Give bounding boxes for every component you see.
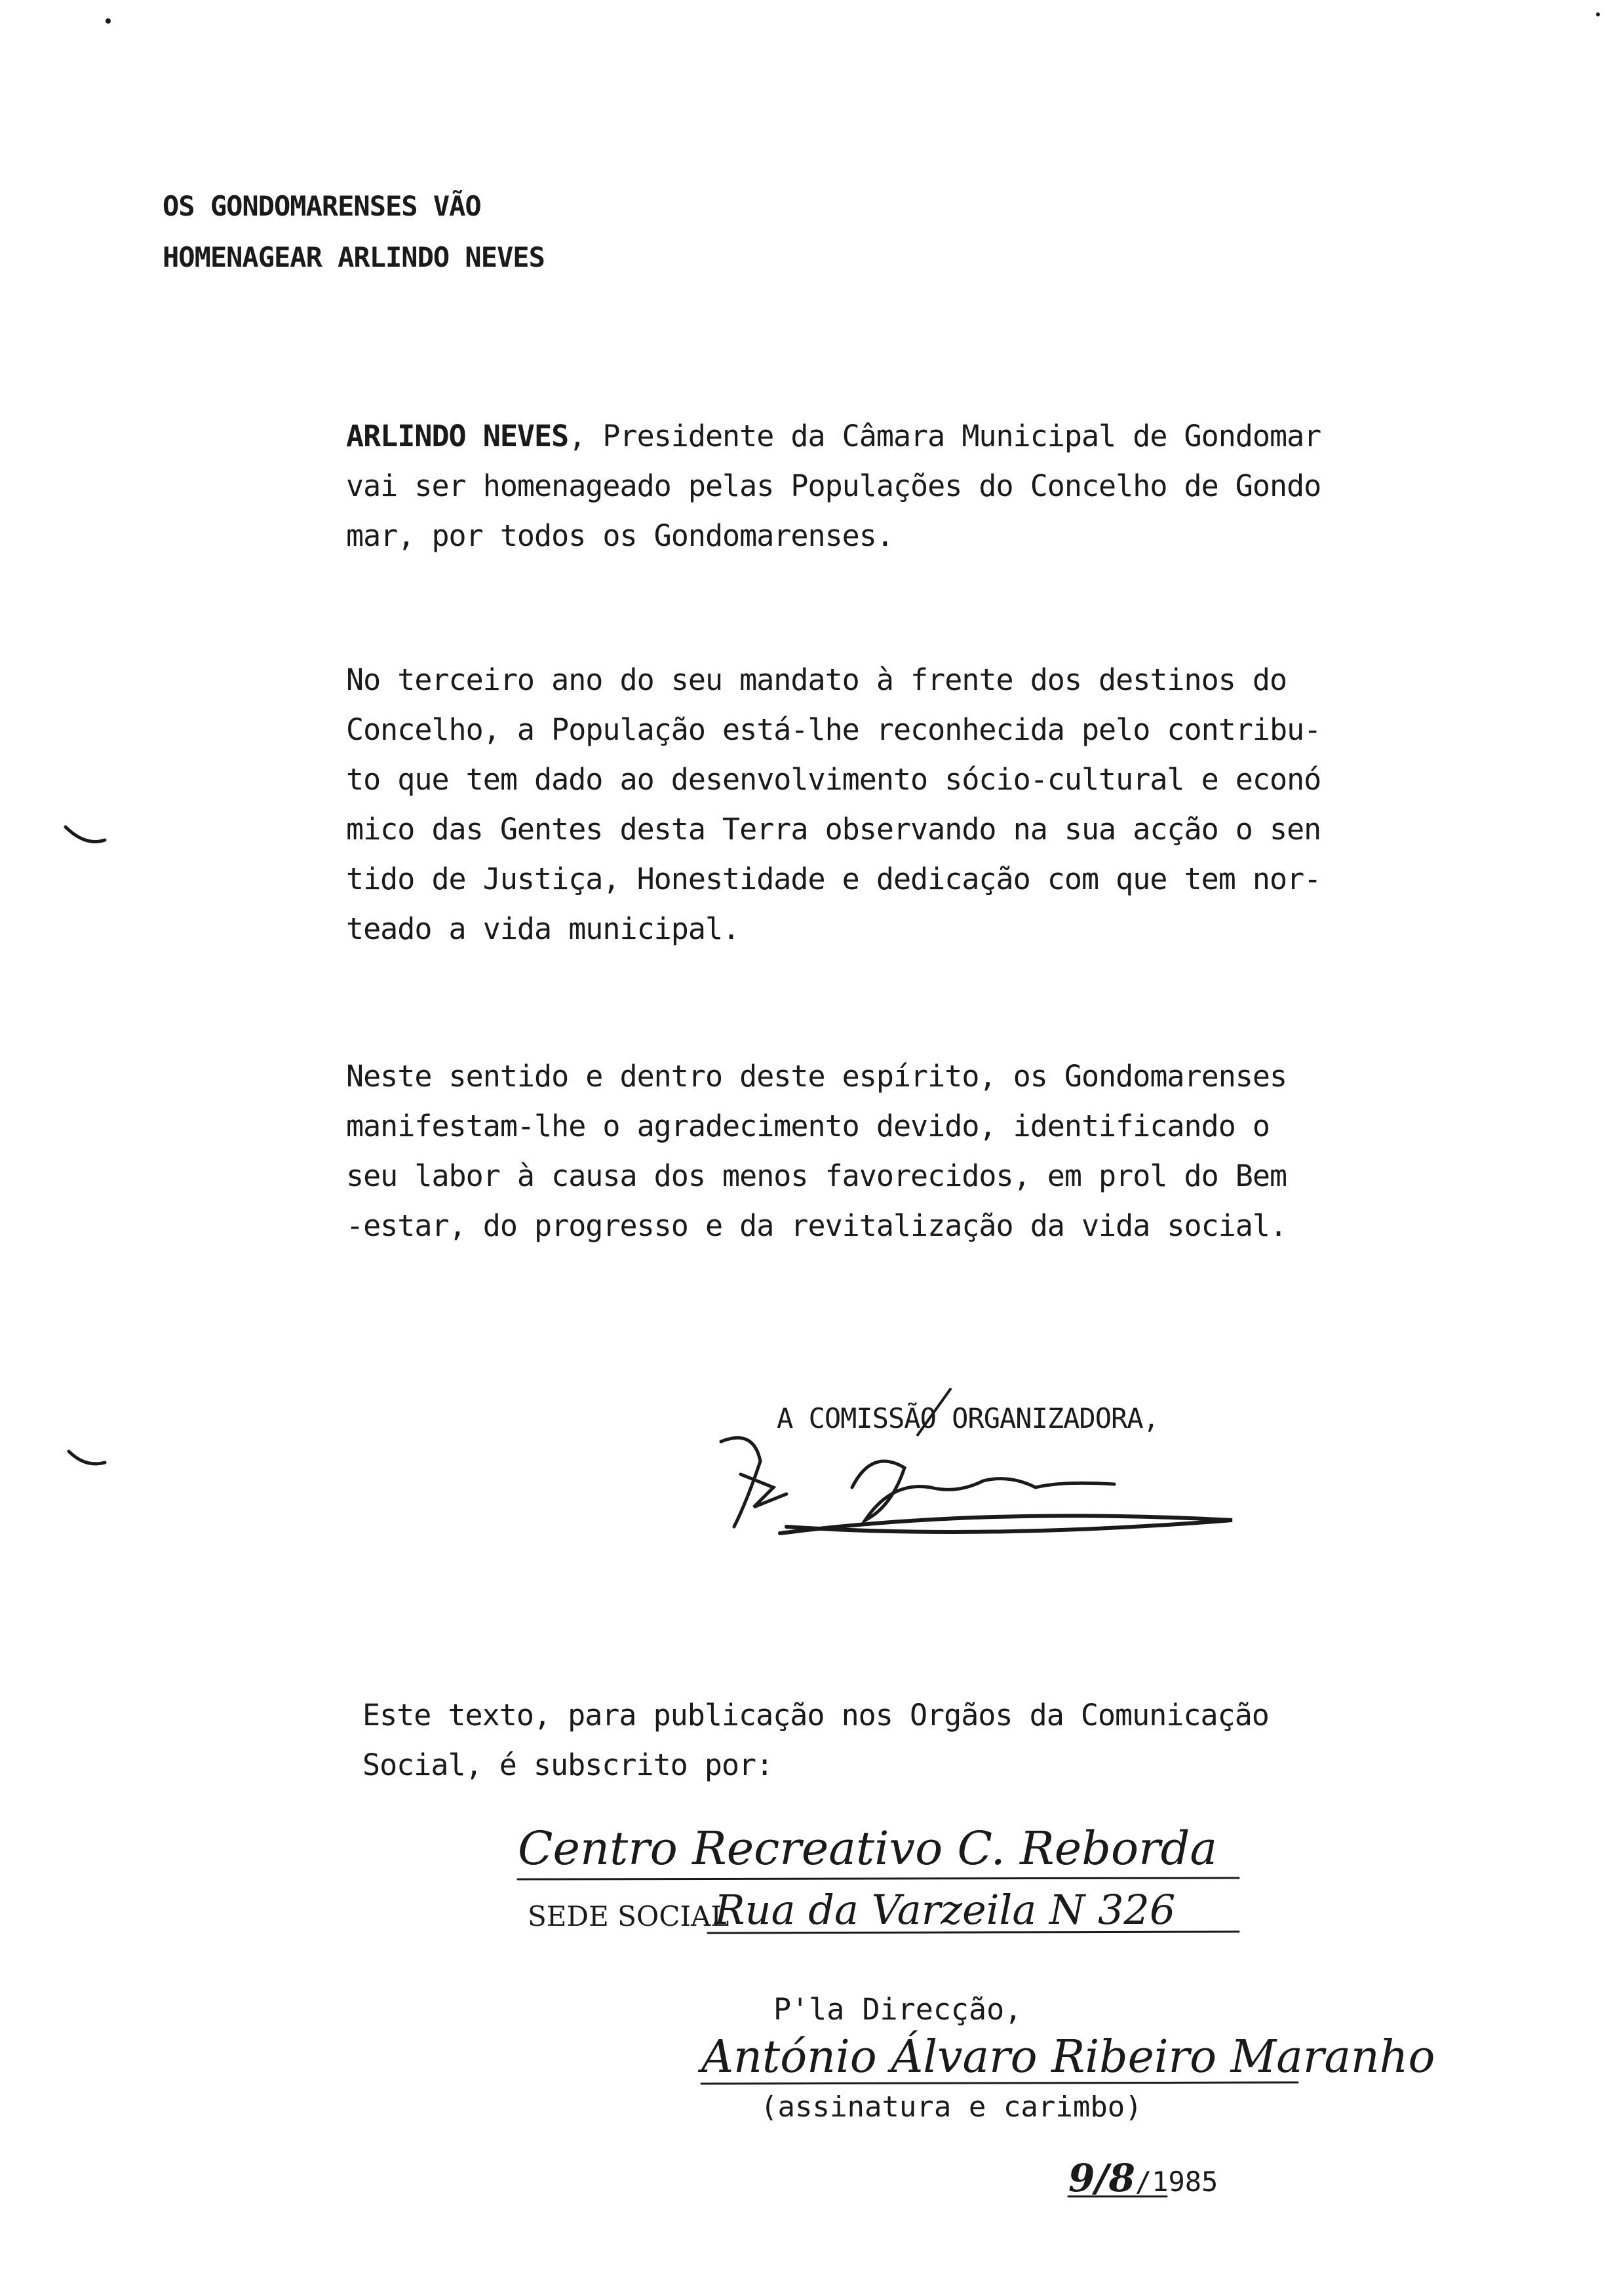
document-title-line-2: HOMENAGEAR ARLINDO NEVES: [163, 241, 545, 273]
direction-label: P'la Direcção,: [773, 1992, 1022, 2027]
date-handwritten: 9/8: [1068, 2156, 1135, 2200]
paragraph-3-line-1: Neste sentido e dentro deste espírito, os Gondomarenses: [346, 1059, 1287, 1094]
sede-handwritten: Rua da Varzeila N 326: [714, 1886, 1176, 1934]
scan-speck-2: [1596, 12, 1600, 16]
paragraph-2-line-5: tido de Justiça, Honestidade e dedicação com que tem nor-: [346, 862, 1321, 896]
date: [1068, 2156, 1218, 2200]
paragraph-3-line-4: -estar, do progresso e da revitalização da vida social.: [346, 1208, 1287, 1243]
subscription-line-2: Social, é subscrito por:: [362, 1748, 773, 1782]
scan-speck-1: [106, 18, 111, 24]
paragraph-2-line-2: Concelho, a População está-lhe reconhecida pelo contribu-: [346, 712, 1321, 747]
entity-handwritten: Centro Recreativo C. Reborda: [518, 1822, 1218, 1875]
paragraph-2-line-3: to que tem dado ao desenvolvimento sócio-cultural e econó: [346, 762, 1321, 797]
commission-label: A COMISSÃO ORGANIZADORA,: [777, 1402, 1159, 1434]
subscription-text: [362, 1691, 1269, 1790]
commission-signature: [721, 1389, 1232, 1533]
date-printed: /1985: [1135, 2166, 1218, 2198]
paragraph-2-line-4: mico das Gentes desta Terra observando na sua acção o sen: [346, 812, 1321, 847]
sede-label: SEDE SOCIAL: [528, 1900, 730, 1932]
paragraph-1-line-3: mar, por todos os Gondomarenses.: [346, 518, 893, 553]
paragraph-2-line-6: teado a vida municipal.: [346, 911, 740, 946]
document-title-line-1: OS GONDOMARENSES VÃO: [163, 190, 481, 222]
paragraph-1-line-2: vai ser homenageado pelas Populações do Concelho de Gondo: [346, 469, 1321, 503]
signature-caption: (assinatura e carimbo): [760, 2090, 1142, 2124]
paragraph-3-line-3: seu labor à causa dos menos favorecidos, em prol do Bem: [346, 1158, 1287, 1193]
entity-underline: [518, 1878, 1239, 1879]
paragraph-2-line-1: No terceiro ano do seu mandato à frente dos destinos do: [346, 662, 1287, 697]
paragraph-3-line-2: manifestam-lhe o agradecimento devido, identificando o: [346, 1109, 1270, 1143]
punch-mark-bottom: [69, 1451, 105, 1464]
punch-mark-top: [66, 827, 105, 842]
paragraph-1-line-1: ARLINDO NEVES, Presidente da Câmara Municipal de Gondomar: [346, 419, 1321, 453]
director-handwritten: António Álvaro Ribeiro Maranho: [701, 2031, 1435, 2083]
honoree-name: ARLINDO NEVES: [346, 419, 569, 453]
subscription-line-1: Este texto, para publicação nos Orgãos da Comunicação: [362, 1698, 1269, 1732]
